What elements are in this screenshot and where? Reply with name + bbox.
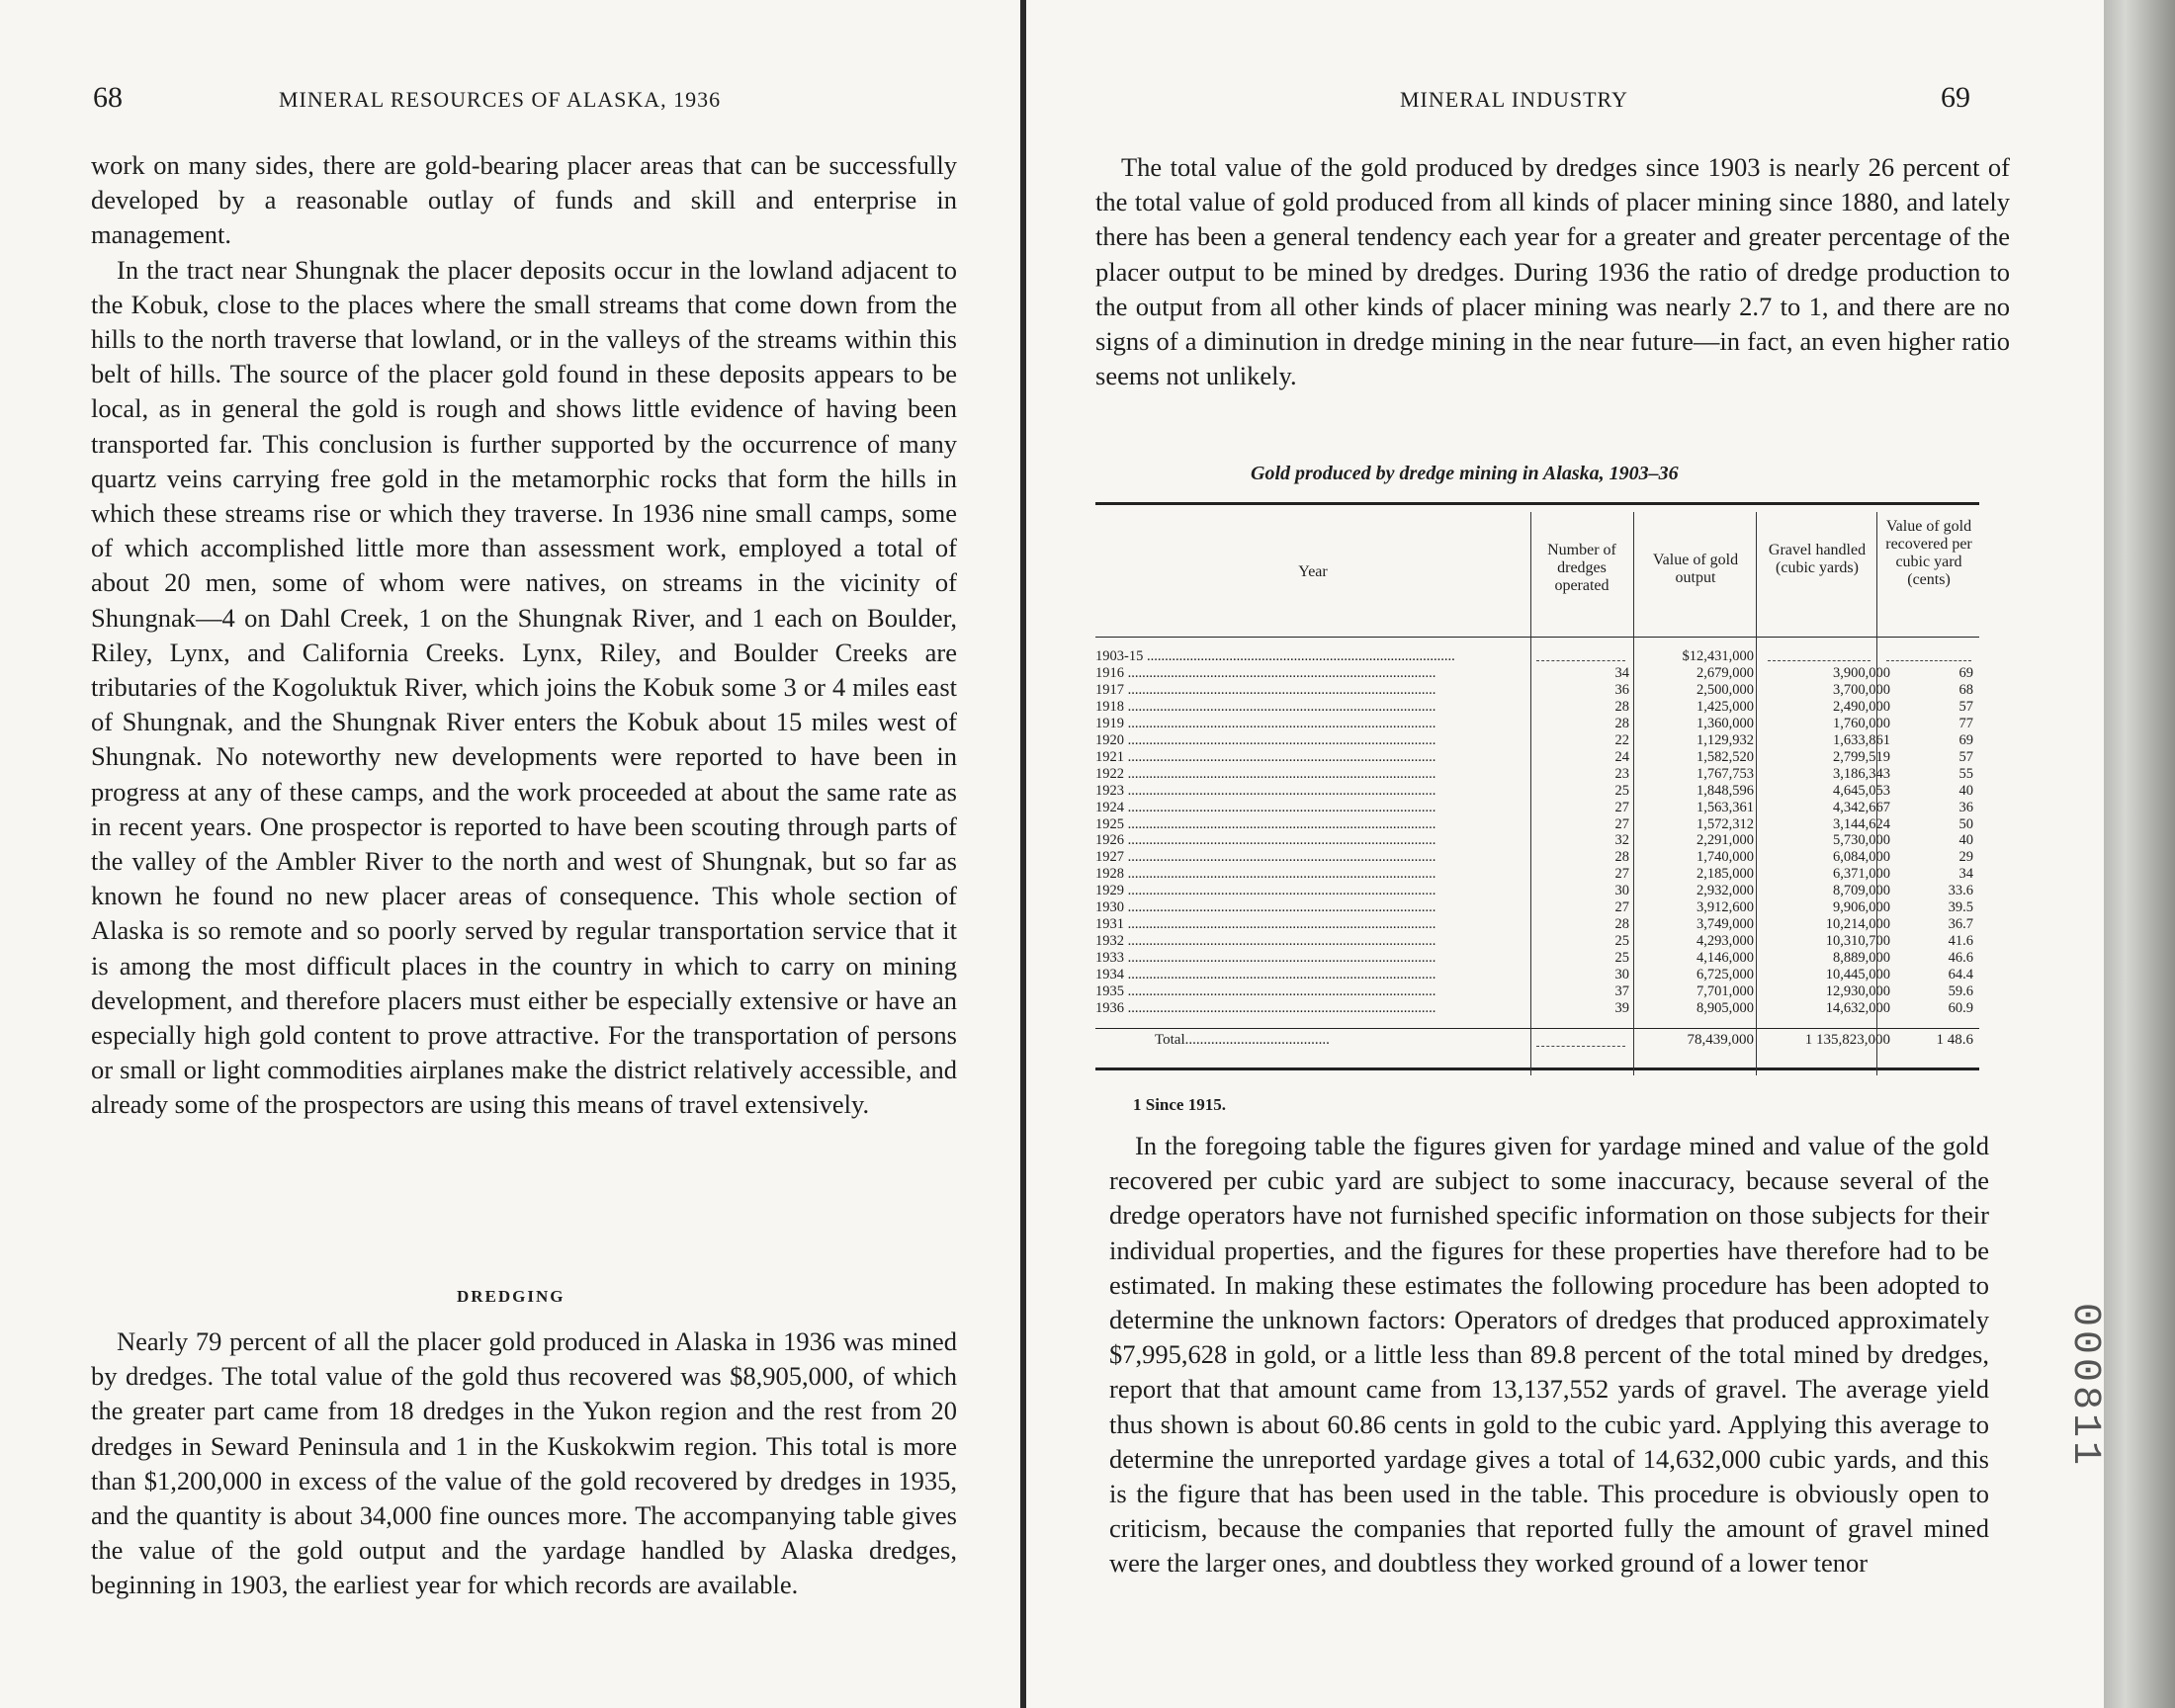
col-divider xyxy=(1633,512,1634,1075)
table-cell-dredges: 28 xyxy=(1614,916,1629,933)
table-cell-year: 1930 ..... xyxy=(1095,899,1530,916)
table-cell-gravel: 6,084,000 xyxy=(1833,849,1890,866)
table-cell-value: 3,912,600 xyxy=(1696,899,1754,916)
column-cents xyxy=(1898,648,1973,1017)
table-footnote: 1 Since 1915. xyxy=(1133,1095,1226,1114)
table-cell-dredges: 24 xyxy=(1614,748,1629,765)
paragraph-foregoing-table: In the foregoing table the figures given for yardage mined and value of the gold recovered per cubic yard are subject to some inaccuracy, because several of the dredge operators have not furnished specific information on those subjects for their individual properties, and the figures for these properties have therefore had to be estimated. In making these estimates the following procedure has been adopted to determine the unknown factors: Operators of dredges that produced approximately $7,995,628 in gold, or a little less than 89.8 percent of the total mined by dredges, report that that amount came from 13,137,552 yards of gravel. The average yield thus shown is about 60.86 cents in gold to the cubic yard. Applying this average to determine the unreported yardage gives a total of 14,632,000 cubic yards, and this is the figure that has been used in the table. This procedure is obviously open to criticism, because the companies that reported fully the amount of gravel mined were the larger ones, and doubtless they worked ground of a lower tenor xyxy=(1109,1131,1989,1579)
table-bottom-rule xyxy=(1095,1068,1979,1070)
table-cell-cents: 29 xyxy=(1958,849,1973,866)
table-cell-cents: 36.7 xyxy=(1948,916,1973,933)
total-label: Total....................................... xyxy=(1155,1032,1330,1048)
table-cell-value: 3,749,000 xyxy=(1696,916,1754,933)
header-year: Year xyxy=(1298,563,1328,580)
table-cell-cents xyxy=(1898,648,1973,665)
table-cell-year: 1917 ..... xyxy=(1095,682,1530,699)
header-cents: Value of gold recovered per cubic yard (cents) xyxy=(1885,518,1972,588)
table-cell-year: 1934 ..... xyxy=(1095,967,1530,983)
table-cell-value: $12,431,000 xyxy=(1682,648,1754,664)
section-heading-dredging: DREDGING xyxy=(457,1287,566,1306)
table-cell-value: 2,679,000 xyxy=(1696,664,1754,681)
table-cell-dredges: 37 xyxy=(1614,983,1629,1000)
column-dredges xyxy=(1530,648,1629,1017)
table-cell-dredges: 25 xyxy=(1614,950,1629,967)
table-cell-dredges: 34 xyxy=(1614,664,1629,681)
table-cell-gravel: 4,342,667 xyxy=(1833,799,1890,815)
table-cell-gravel: 1,633,861 xyxy=(1833,731,1890,748)
table-cell-gravel: 10,310,700 xyxy=(1825,933,1890,950)
table-total-rule xyxy=(1095,1028,1979,1029)
table-cell-gravel: 9,906,000 xyxy=(1833,899,1890,916)
table-cell-value: 1,582,520 xyxy=(1696,748,1754,765)
page-edge-stack xyxy=(2104,0,2175,1708)
table-cell-gravel: 10,214,000 xyxy=(1825,916,1890,933)
table-cell-cents: 46.6 xyxy=(1948,950,1973,967)
table-cell-dredges: 28 xyxy=(1614,715,1629,731)
table-top-rule xyxy=(1095,502,1979,505)
table-cell-dredges: 27 xyxy=(1614,799,1629,815)
table-cell-year: 1928 ..... xyxy=(1095,866,1530,883)
table-cell-dredges: 25 xyxy=(1614,782,1629,799)
table-cell-value: 1,563,361 xyxy=(1696,799,1754,815)
paragraph-shungnak: In the tract near Shungnak the placer deposits occur in the lowland adjacent to the Kobuk, close to the places where the small streams that come down from the hills to the north traverse that lowland, or in the valleys of the streams within this belt of hills. The source of the placer gold found in these deposits appears to be local, as in general the gold is rough and shows little evidence of having been transported far. This conclusion is further supported by the occurrence of many quartz veins carrying free gold in the metamorphic rocks that form the hills in which these streams rise or which they traverse. In 1936 nine small camps, some of which accomplished little more than assessment work, employed a total of about 20 men, some of whom were natives, on streams in the vicinity of Shungnak—4 on Dahl Creek, 1 on the Shungnak River, and 1 each on Boulder, Riley, Lynx, and California Creeks. Lynx, Riley, and Boulder Creeks are tributaries of the Kogoluktuk River, which joins the Kobuk some 3 or 4 miles east of Shungnak, and the Shungnak River enters the Kobuk about 15 miles west of Shungnak. No noteworthy new developments were reported to have been in progress at any of these camps, and the work proceeded at about the same rate as in recent years. One prospector is reported to have been scouting through parts of the valley of the Ambler River to the north and west of Shungnak, but so far as known he found no new placer areas of consequence. This whole section of Alaska is so remote and so poorly served by regular transportation service that it is among the most difficult places in the country in which to carry on mining development, and therefore placers must either be especially extensive or have an especially high gold content to prove attractive. For the transportation of persons or small or light commodities airplanes make the district relatively accessible, and already some of the prospectors are using this means of travel extensively. xyxy=(91,254,957,1120)
table-cell-dredges: 23 xyxy=(1614,765,1629,782)
table-cell-year: 1921 ..... xyxy=(1095,749,1530,766)
table-cell-gravel: 3,900,000 xyxy=(1833,664,1890,681)
table-cell-gravel: 14,632,000 xyxy=(1825,1000,1890,1017)
table-cell-gravel: 3,144,624 xyxy=(1833,815,1890,832)
right-closing-text xyxy=(1109,1129,1989,1581)
table-cell-gravel: 2,799,519 xyxy=(1833,748,1890,765)
table-cell-cents: 64.4 xyxy=(1948,967,1973,983)
table-cell-value: 1,425,000 xyxy=(1696,698,1754,715)
right-page-number: 69 xyxy=(1941,81,1970,114)
header-dredges: Number of dredges operated xyxy=(1547,542,1616,594)
table-cell-value: 7,701,000 xyxy=(1696,983,1754,1000)
left-body-text xyxy=(91,148,957,1123)
table-cell-dredges: 30 xyxy=(1614,967,1629,983)
dredging-text xyxy=(91,1324,957,1603)
table-cell-cents: 57 xyxy=(1958,698,1973,715)
table-cell-cents: 55 xyxy=(1958,765,1973,782)
table-cell-cents: 40 xyxy=(1958,832,1973,849)
total-cents: 1 48.6 xyxy=(1936,1032,1973,1048)
total-value: 78,439,000 xyxy=(1687,1032,1754,1048)
table-cell-year: 1932 ..... xyxy=(1095,933,1530,950)
table-cell-dredges: 28 xyxy=(1614,698,1629,715)
table-cell-value: 8,905,000 xyxy=(1696,1000,1754,1017)
table-cell-year: 1916 ..... xyxy=(1095,665,1530,682)
left-page-number: 68 xyxy=(93,81,123,114)
left-page xyxy=(0,0,1020,1708)
table-cell-year: 1927 ..... xyxy=(1095,849,1530,866)
right-intro-text xyxy=(1095,150,2010,393)
table-cell-cents: 39.5 xyxy=(1948,899,1973,916)
column-year xyxy=(1095,648,1530,1017)
right-running-head: MINERAL INDUSTRY xyxy=(1400,87,1628,112)
table-cell-cents: 69 xyxy=(1958,664,1973,681)
table-cell-gravel: 4,645,053 xyxy=(1833,782,1890,799)
table-cell-gravel: 2,490,000 xyxy=(1833,698,1890,715)
table-cell-value: 1,360,000 xyxy=(1696,715,1754,731)
left-running-head: MINERAL RESOURCES OF ALASKA, 1936 xyxy=(279,87,722,112)
table-cell-year: 1923 ..... xyxy=(1095,783,1530,800)
table-cell-value: 2,291,000 xyxy=(1696,832,1754,849)
col-divider xyxy=(1756,512,1757,1075)
table-title: Gold produced by dredge mining in Alaska, 1903–36 xyxy=(1251,463,1679,484)
table-cell-value: 2,185,000 xyxy=(1696,866,1754,883)
table-cell-year: 1920 ..... xyxy=(1095,732,1530,749)
table-cell-dredges xyxy=(1530,648,1629,665)
table-cell-gravel xyxy=(1764,648,1890,665)
table-cell-year: 1926 ..... xyxy=(1095,832,1530,849)
dredge-table xyxy=(1095,502,1979,1073)
table-cell-cents: 77 xyxy=(1958,715,1973,731)
table-cell-cents: 57 xyxy=(1958,748,1973,765)
table-cell-gravel: 8,889,000 xyxy=(1833,950,1890,967)
table-cell-value: 1,129,932 xyxy=(1696,731,1754,748)
table-cell-dredges: 22 xyxy=(1614,731,1629,748)
paragraph-continued: work on many sides, there are gold-bearing placer areas that can be successfully developed by a reasonable outlay of funds and skill and enterprise in management. xyxy=(91,150,957,250)
table-cell-value: 1,740,000 xyxy=(1696,849,1754,866)
header-gravel: Gravel handled (cubic yards) xyxy=(1768,542,1867,576)
table-cell-dredges: 27 xyxy=(1614,815,1629,832)
table-cell-value: 4,293,000 xyxy=(1696,933,1754,950)
table-cell-dredges: 25 xyxy=(1614,933,1629,950)
table-cell-value: 2,500,000 xyxy=(1696,681,1754,698)
table-cell-cents: 69 xyxy=(1958,731,1973,748)
table-cell-year: 1931 ..... xyxy=(1095,916,1530,933)
table-cell-year: 1935 ..... xyxy=(1095,983,1530,1000)
table-cell-dredges: 28 xyxy=(1614,849,1629,866)
table-cell-value: 6,725,000 xyxy=(1696,967,1754,983)
table-cell-gravel: 6,371,000 xyxy=(1833,866,1890,883)
table-cell-dredges: 32 xyxy=(1614,832,1629,849)
table-cell-cents: 68 xyxy=(1958,681,1973,698)
table-cell-dredges: 30 xyxy=(1614,883,1629,899)
table-cell-gravel: 3,700,000 xyxy=(1833,681,1890,698)
table-cell-value: 1,572,312 xyxy=(1696,815,1754,832)
column-gravel xyxy=(1764,648,1890,1017)
table-cell-year: 1933 ..... xyxy=(1095,950,1530,967)
paragraph-dredging: Nearly 79 percent of all the placer gold produced in Alaska in 1936 was mined by dredges. The total value of the gold thus recovered was $8,905,000, of which the greater part came from 18 dredges in the Yukon region and the rest from 20 dredges in Seward Peninsula and 1 in the Kuskokwim region. This total is more than $1,200,000 in excess of the value of the gold recovered by dredges in 1935, and the quantity is about 34,000 fine ounces more. The accompanying table gives the value of the gold output and the yardage handled by Alaska dredges, beginning in 1903, the earliest year for which records are available. xyxy=(91,1326,957,1600)
table-cell-value: 1,848,596 xyxy=(1696,782,1754,799)
column-value xyxy=(1635,648,1754,1017)
table-cell-dredges: 27 xyxy=(1614,899,1629,916)
table-cell-value: 1,767,753 xyxy=(1696,765,1754,782)
table-cell-gravel: 1,760,000 xyxy=(1833,715,1890,731)
table-cell-gravel: 12,930,000 xyxy=(1825,983,1890,1000)
table-cell-cents: 36 xyxy=(1958,799,1973,815)
table-cell-cents: 59.6 xyxy=(1948,983,1973,1000)
table-cell-value: 4,146,000 xyxy=(1696,950,1754,967)
header-value: Value of gold output xyxy=(1652,552,1739,586)
table-cell-year: 1925 ..... xyxy=(1095,816,1530,833)
table-header-rule xyxy=(1095,637,1979,638)
total-gravel: 1 135,823,000 xyxy=(1804,1032,1890,1048)
table-cell-year: 1918 ..... xyxy=(1095,699,1530,716)
paragraph-total-value: The total value of the gold produced by dredges since 1903 is nearly 26 percent of the total value of gold produced from all kinds of placer mining since 1880, and lately there has been a general tendency each year for a greater and greater percentage of the placer output to be mined by dredges. During 1936 the ratio of dredge production to the output from all other kinds of placer mining was nearly 2.7 to 1, and there are no signs of a diminution in dredge mining in the near future—in fact, an even higher ratio seems not unlikely. xyxy=(1095,152,2010,391)
table-cell-cents: 41.6 xyxy=(1948,933,1973,950)
table-cell-cents: 33.6 xyxy=(1948,883,1973,899)
table-cell-gravel: 8,709,000 xyxy=(1833,883,1890,899)
table-cell-cents: 40 xyxy=(1958,782,1973,799)
table-cell-dredges: 36 xyxy=(1614,681,1629,698)
table-cell-year: 1903-15 ..... xyxy=(1095,648,1530,665)
dash-placeholder xyxy=(1536,1046,1625,1047)
table-cell-gravel: 3,186,343 xyxy=(1833,765,1890,782)
table-cell-year: 1936 ..... xyxy=(1095,1000,1530,1017)
table-cell-cents: 34 xyxy=(1958,866,1973,883)
archive-stamp-number: 000811 xyxy=(2062,1303,2107,1470)
table-cell-gravel: 10,445,000 xyxy=(1825,967,1890,983)
table-cell-cents: 50 xyxy=(1958,815,1973,832)
table-cell-year: 1924 ..... xyxy=(1095,800,1530,816)
table-cell-year: 1919 ..... xyxy=(1095,716,1530,732)
table-cell-year: 1922 ..... xyxy=(1095,766,1530,783)
table-cell-dredges: 27 xyxy=(1614,866,1629,883)
table-cell-dredges: 39 xyxy=(1614,1000,1629,1017)
table-cell-year: 1929 ..... xyxy=(1095,883,1530,899)
table-cell-value: 2,932,000 xyxy=(1696,883,1754,899)
table-cell-gravel: 5,730,000 xyxy=(1833,832,1890,849)
table-cell-cents: 60.9 xyxy=(1948,1000,1973,1017)
